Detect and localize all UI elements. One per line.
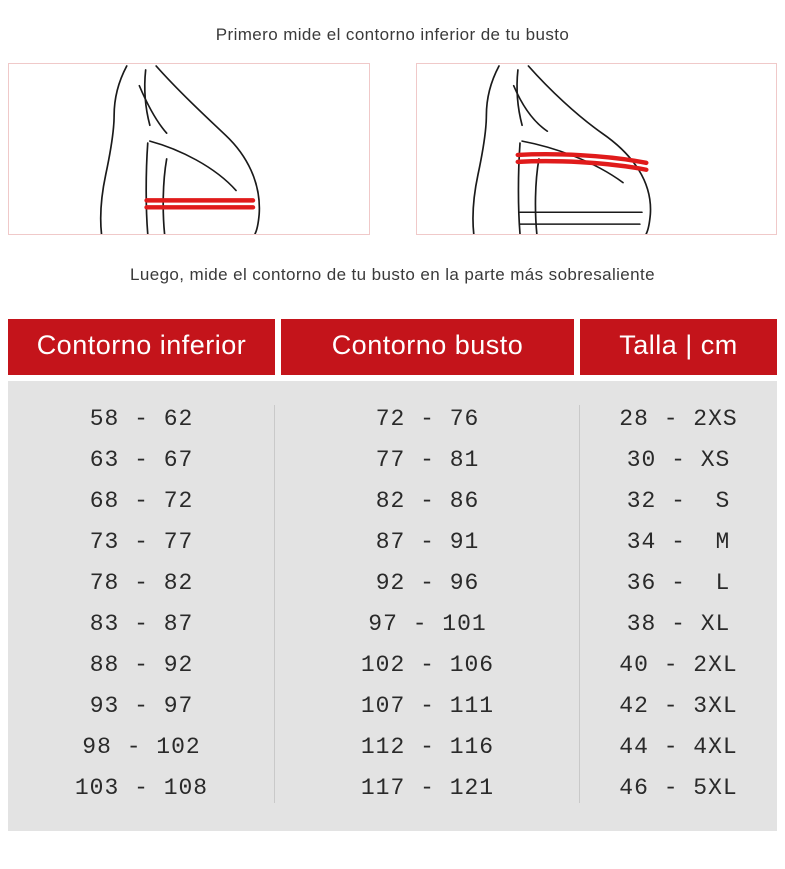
table-cell: 38 - XL [626,610,731,637]
table-cell: 40 - 2XL [619,651,738,678]
table-cell: 102 - 106 [360,651,495,678]
size-table [0,319,785,831]
table-cell: 88 - 92 [89,651,194,678]
table-cell: 78 - 82 [89,569,194,596]
table-cell: 42 - 3XL [619,692,738,719]
instruction-bust: Luego, mide el contorno de tu busto en la parte más sobresaliente [130,265,655,284]
instruction-underbust: Primero mide el contorno inferior de tu busto [215,25,570,44]
table-cell: 83 - 87 [89,610,194,637]
column-underbust [8,399,275,809]
table-cell: 107 - 111 [360,692,495,719]
table-cell: 46 - 5XL [619,774,738,801]
table-cell: 112 - 116 [360,733,495,760]
table-cell: 82 - 86 [375,487,480,514]
size-table-header-row [8,319,777,375]
table-cell: 93 - 97 [89,692,194,719]
table-cell: 72 - 76 [375,405,480,432]
figure-row [0,63,785,235]
size-table-body [8,381,777,831]
table-cell: 63 - 67 [89,446,194,473]
table-cell: 68 - 72 [89,487,194,514]
table-cell: 77 - 81 [375,446,480,473]
column-bust [275,399,580,809]
table-cell: 97 - 101 [368,610,487,637]
table-cell: 98 - 102 [82,733,201,760]
table-cell: 44 - 4XL [619,733,738,760]
table-cell: 34 - M [626,528,731,555]
underbust-measure-diagram [8,63,370,235]
table-cell: 103 - 108 [74,774,209,801]
bust-measure-diagram [416,63,778,235]
header-underbust: Contorno inferior [8,319,275,375]
table-cell: 58 - 62 [89,405,194,432]
table-cell: 36 - L [626,569,731,596]
table-cell: 28 - 2XS [619,405,738,432]
header-size: Talla | cm [580,319,777,375]
column-size [580,399,777,809]
table-cell: 117 - 121 [360,774,495,801]
table-cell: 87 - 91 [375,528,480,555]
table-cell: 92 - 96 [375,569,480,596]
table-cell: 73 - 77 [89,528,194,555]
table-cell: 32 - S [626,487,731,514]
table-cell: 30 - XS [626,446,731,473]
header-bust: Contorno busto [281,319,574,375]
